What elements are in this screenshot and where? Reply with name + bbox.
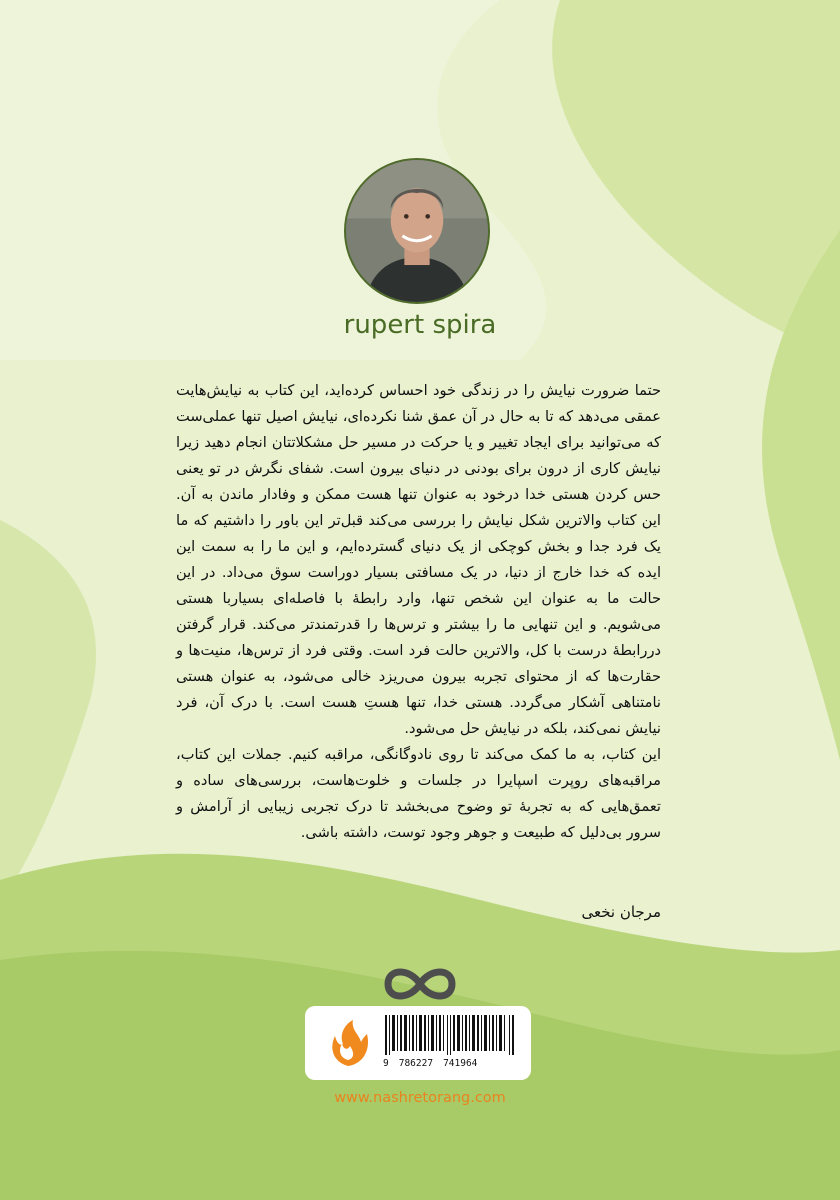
author-photo	[344, 158, 490, 304]
flame-bird-logo	[325, 1018, 371, 1068]
author-name: rupert spira	[343, 310, 497, 340]
description-paragraph: این کتاب، به ما کمک می‌کند تا روی نادوگانگی، مراقبه کنیم. جملات این کتاب، مراقبه‌های روپرت اسپایرا در جلسات و خلوت‌هاست، بررسی‌های ساده و تعمق‌هایی که به تجربهٔ تو وضوح می‌بخشد تا درک تجربی زیبایی از آرامش و سرور بی‌دلیل که طبیعت و جوهر وجود توست، داشته باشی.	[176, 746, 661, 841]
barcode	[385, 1015, 515, 1055]
infinity-icon	[380, 962, 460, 1006]
barcode-digit-group: 9	[383, 1058, 389, 1069]
barcode-panel	[305, 1006, 531, 1080]
barcode-digit-group: 741964	[443, 1058, 478, 1069]
barcode-digit-group: 786227	[398, 1058, 434, 1069]
translator-signature: مرجان نخعی	[581, 903, 661, 921]
publisher-website[interactable]: www.nashretorang.com	[334, 1090, 506, 1106]
description-paragraph: حتما ضرورت نیایش را در زندگی خود احساس کرده‌اید، این کتاب به نیایش‌هایت عمقی می‌دهد که تا به حال در آن عمق شنا نکرده‌ای، نیایش اصیل تنها عملی‌ست که می‌توانید برای ایجاد تغییر و یا حرکت در مسیر حل مشکلاتتان انجام دهید زیرا نیایش کاری از درون برای بودنی در دنیای بیرون است. شفای نگرش در تو یعنی حس کردن هستی خدا درخود به عنوان تنها هست ممکن و وفادار ماندن به آن. این کتاب والاترین شکل نیایش را بررسی می‌کند قبل‌تر این باور را داشتیم که ما یک فرد جدا و بخش کوچکی از یک دنیای گسترده‌ایم، و این ما را به سمت این ایده که خدا خارج از دنیا، در یک مسافتی بسیار دوراست سوق می‌داد. در این حالت ما به عنوان این شخص تنها، وارد رابطهٔ با فاصله‌ای بسیاربا هستی می‌شویم. و این تنهایی ما را بیشتر و ترس‌ها را قدرتمندتر می‌کند. قرار گرفتن دررابطهٔ درست با کل، والاترین حالت فرد است. وقتی فرد از ترس‌ها، منیت‌ها و حقارت‌ها که از محتوای تجربه بیرون می‌ریزد خالی می‌شود، به عنوان هستی نامتناهی آشکار می‌گردد. هستی خدا، تنها هستِ هست است. با درک آن، فرد نیایش نمی‌کند، بلکه در نیایش حل می‌شود.	[176, 382, 661, 737]
book-description	[176, 378, 661, 846]
barcode-number	[383, 1058, 517, 1069]
